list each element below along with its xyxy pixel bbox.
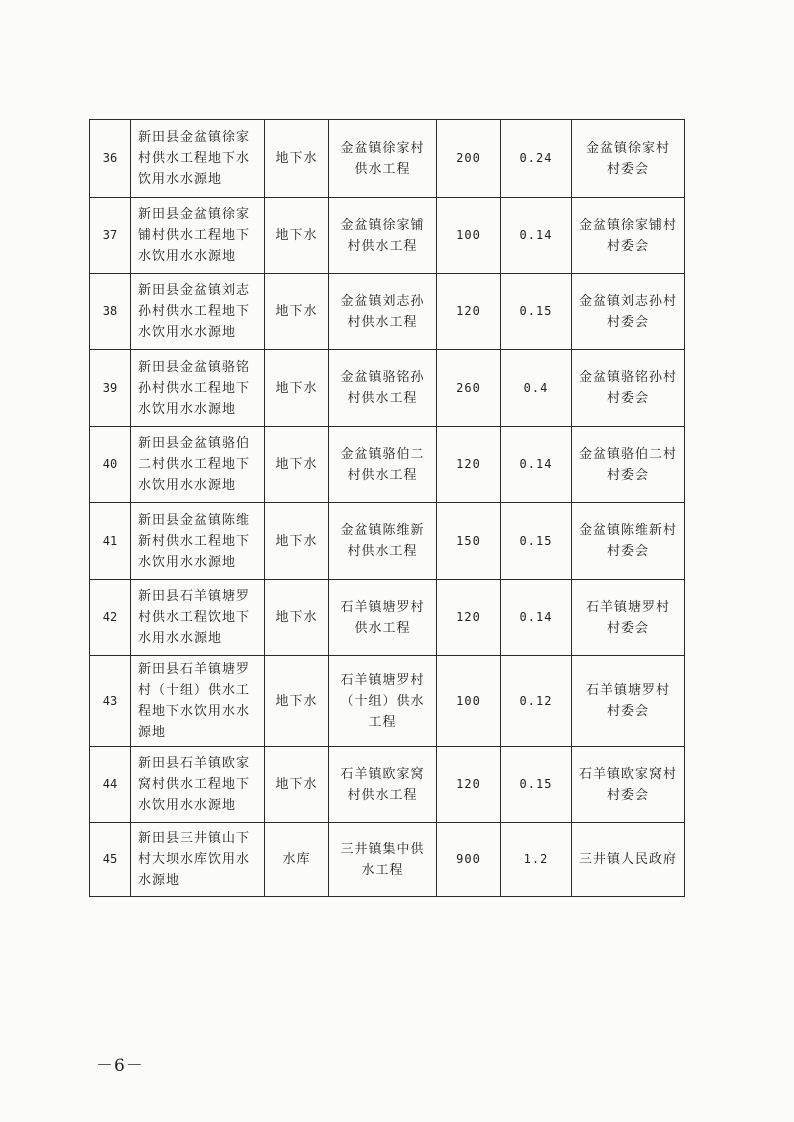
name-line: 村（十组）供水工 (138, 683, 251, 698)
table-row (90, 350, 685, 427)
project-line: 金盆镇骆铭孙 (340, 370, 425, 385)
water-volume-cell: 0.14 (501, 198, 572, 274)
population-cell: 120 (437, 427, 501, 503)
unit-line: 金盆镇刘志孙村 (578, 293, 677, 309)
table-row (90, 427, 685, 503)
name-line: 程地下水饮用水水 (138, 704, 251, 719)
supply-project-cell (329, 198, 437, 274)
table-row (90, 580, 685, 656)
management-unit-cell (572, 198, 685, 274)
project-line: 金盆镇陈维新 (340, 523, 425, 538)
source-name-cell (131, 656, 265, 747)
source-name-cell (131, 350, 265, 427)
water-volume-cell: 0.24 (501, 120, 572, 198)
population-cell: 100 (437, 198, 501, 274)
unit-line: 村委会 (606, 544, 649, 559)
source-type-cell: 地下水 (265, 656, 329, 747)
row-number-cell: 45 (90, 823, 131, 897)
supply-project-cell (329, 823, 437, 897)
table-row (90, 503, 685, 580)
name-line: 水饮用水水源地 (138, 401, 237, 417)
name-line: 新田县石羊镇欧家 (138, 756, 251, 771)
population-cell: 260 (437, 350, 501, 427)
project-line: 村供水工程 (347, 314, 418, 330)
unit-line: 金盆镇徐家铺村 (578, 217, 677, 233)
name-line: 孙村供水工程地下 (138, 304, 251, 319)
water-volume-cell: 0.15 (501, 747, 572, 823)
table-row (90, 120, 685, 198)
source-name-cell (131, 198, 265, 274)
name-line: 新村供水工程地下 (138, 533, 251, 549)
supply-project-cell (329, 580, 437, 656)
project-line: 村供水工程 (347, 391, 418, 406)
row-number-cell: 44 (90, 747, 131, 823)
population-cell: 120 (437, 580, 501, 656)
project-line: 水工程 (361, 862, 404, 878)
name-line: 村供水工程地下水 (138, 151, 251, 166)
unit-line: 村委会 (606, 161, 649, 177)
source-name-cell (131, 580, 265, 656)
source-name-cell (131, 427, 265, 503)
unit-line: 村委会 (606, 704, 649, 719)
source-type-cell: 地下水 (265, 580, 329, 656)
supply-project-cell (329, 120, 437, 198)
row-number-cell: 38 (90, 274, 131, 350)
name-line: 二村供水工程地下 (138, 457, 251, 472)
supply-project-cell (329, 350, 437, 427)
unit-line: 金盆镇徐家村 (585, 140, 670, 156)
management-unit-cell (572, 747, 685, 823)
population-cell: 120 (437, 274, 501, 350)
name-line: 水饮用水水源地 (138, 325, 237, 340)
name-line: 新田县石羊镇塘罗 (138, 662, 251, 677)
table-row (90, 656, 685, 747)
source-name-cell (131, 120, 265, 198)
water-volume-cell: 0.15 (501, 503, 572, 580)
unit-line: 石羊镇塘罗村 (585, 599, 670, 615)
name-line: 水饮用水水源地 (138, 249, 237, 264)
population-cell: 200 (437, 120, 501, 198)
source-type-cell: 地下水 (265, 427, 329, 503)
population-cell: 100 (437, 656, 501, 747)
unit-line: 村委会 (606, 467, 649, 483)
name-line: 铺村供水工程地下 (138, 228, 251, 243)
management-unit-cell (572, 656, 685, 747)
name-line: 源地 (138, 725, 167, 740)
source-type-cell: 地下水 (265, 120, 329, 198)
name-line: 新田县金盆镇骆伯 (138, 436, 251, 451)
table-body (90, 120, 685, 897)
name-line: 新田县三井镇山下 (138, 831, 251, 846)
name-line: 新田县金盆镇刘志 (138, 283, 251, 298)
water-volume-cell: 1.2 (501, 823, 572, 897)
row-number-cell: 37 (90, 198, 131, 274)
unit-line: 金盆镇陈维新村 (578, 523, 677, 538)
name-line: 孙村供水工程地下 (138, 380, 251, 396)
name-line: 村供水工程饮地下 (138, 610, 251, 625)
source-name-cell (131, 823, 265, 897)
project-line: 供水工程 (354, 161, 411, 177)
source-type-cell: 地下水 (265, 747, 329, 823)
table-row (90, 198, 685, 274)
table-row (90, 747, 685, 823)
project-line: 金盆镇徐家村 (340, 140, 425, 156)
name-line: 新田县石羊镇塘罗 (138, 589, 251, 604)
unit-line: 村委会 (606, 314, 649, 330)
project-line: 供水工程 (354, 620, 411, 636)
management-unit-cell (572, 823, 685, 897)
project-line: 石羊镇欧家窝 (340, 766, 425, 782)
project-line: 石羊镇塘罗村 (340, 672, 425, 688)
unit-line: 村委会 (606, 238, 649, 254)
water-volume-cell: 0.14 (501, 580, 572, 656)
unit-line: 石羊镇欧家窝村 (578, 766, 677, 782)
management-unit-cell (572, 580, 685, 656)
water-volume-cell: 0.4 (501, 350, 572, 427)
page-number: －6－ (96, 1056, 144, 1076)
unit-line: 金盆镇骆铭孙村 (578, 370, 677, 385)
water-source-table (89, 119, 685, 897)
row-number-cell: 39 (90, 350, 131, 427)
name-line: 水饮用水水源地 (138, 554, 237, 570)
unit-line: 三井镇人民政府 (578, 852, 677, 867)
management-unit-cell (572, 350, 685, 427)
population-cell: 150 (437, 503, 501, 580)
supply-project-cell (329, 656, 437, 747)
project-line: 工程 (368, 714, 397, 730)
population-cell: 900 (437, 823, 501, 897)
source-type-cell: 地下水 (265, 274, 329, 350)
name-line: 新田县金盆镇骆铭 (138, 359, 251, 375)
project-line: 村供水工程 (347, 238, 418, 254)
name-line: 新田县金盆镇徐家 (138, 207, 251, 222)
unit-line: 村委会 (606, 787, 649, 803)
unit-line: 石羊镇塘罗村 (585, 683, 670, 698)
water-volume-cell: 0.14 (501, 427, 572, 503)
row-number-cell: 42 (90, 580, 131, 656)
supply-project-cell (329, 747, 437, 823)
project-line: 金盆镇徐家铺 (340, 217, 425, 233)
project-line: 村供水工程 (347, 787, 418, 803)
source-type-cell: 水库 (265, 823, 329, 897)
unit-line: 金盆镇骆伯二村 (578, 446, 677, 462)
row-number-cell: 40 (90, 427, 131, 503)
name-line: 水饮用水水源地 (138, 798, 237, 813)
project-line: 村供水工程 (347, 467, 418, 483)
source-type-cell: 地下水 (265, 503, 329, 580)
supply-project-cell (329, 427, 437, 503)
unit-line: 村委会 (606, 391, 649, 406)
row-number-cell: 43 (90, 656, 131, 747)
source-name-cell (131, 274, 265, 350)
row-number-cell: 36 (90, 120, 131, 198)
name-line: 窝村供水工程地下 (138, 777, 251, 792)
project-line: 石羊镇塘罗村 (340, 599, 425, 615)
row-number-cell: 41 (90, 503, 131, 580)
supply-project-cell (329, 503, 437, 580)
unit-line: 村委会 (606, 620, 649, 636)
source-type-cell: 地下水 (265, 350, 329, 427)
name-line: 新田县金盆镇陈维 (138, 512, 251, 528)
water-volume-cell: 0.12 (501, 656, 572, 747)
name-line: 村大坝水库饮用水 (138, 852, 251, 867)
table-row (90, 823, 685, 897)
name-line: 水源地 (138, 873, 181, 888)
project-line: 三井镇集中供 (340, 841, 425, 857)
source-type-cell: 地下水 (265, 198, 329, 274)
management-unit-cell (572, 120, 685, 198)
name-line: 饮用水水源地 (138, 172, 223, 187)
name-line: 水饮用水水源地 (138, 478, 237, 493)
water-volume-cell: 0.15 (501, 274, 572, 350)
name-line: 水用水水源地 (138, 631, 223, 646)
name-line: 新田县金盆镇徐家 (138, 130, 251, 145)
project-line: （十组）供水 (340, 693, 425, 709)
project-line: 金盆镇刘志孙 (340, 293, 425, 309)
supply-project-cell (329, 274, 437, 350)
population-cell: 120 (437, 747, 501, 823)
management-unit-cell (572, 503, 685, 580)
project-line: 金盆镇骆伯二 (340, 446, 425, 462)
management-unit-cell (572, 274, 685, 350)
source-name-cell (131, 747, 265, 823)
source-name-cell (131, 503, 265, 580)
project-line: 村供水工程 (347, 544, 418, 559)
management-unit-cell (572, 427, 685, 503)
table-row (90, 274, 685, 350)
